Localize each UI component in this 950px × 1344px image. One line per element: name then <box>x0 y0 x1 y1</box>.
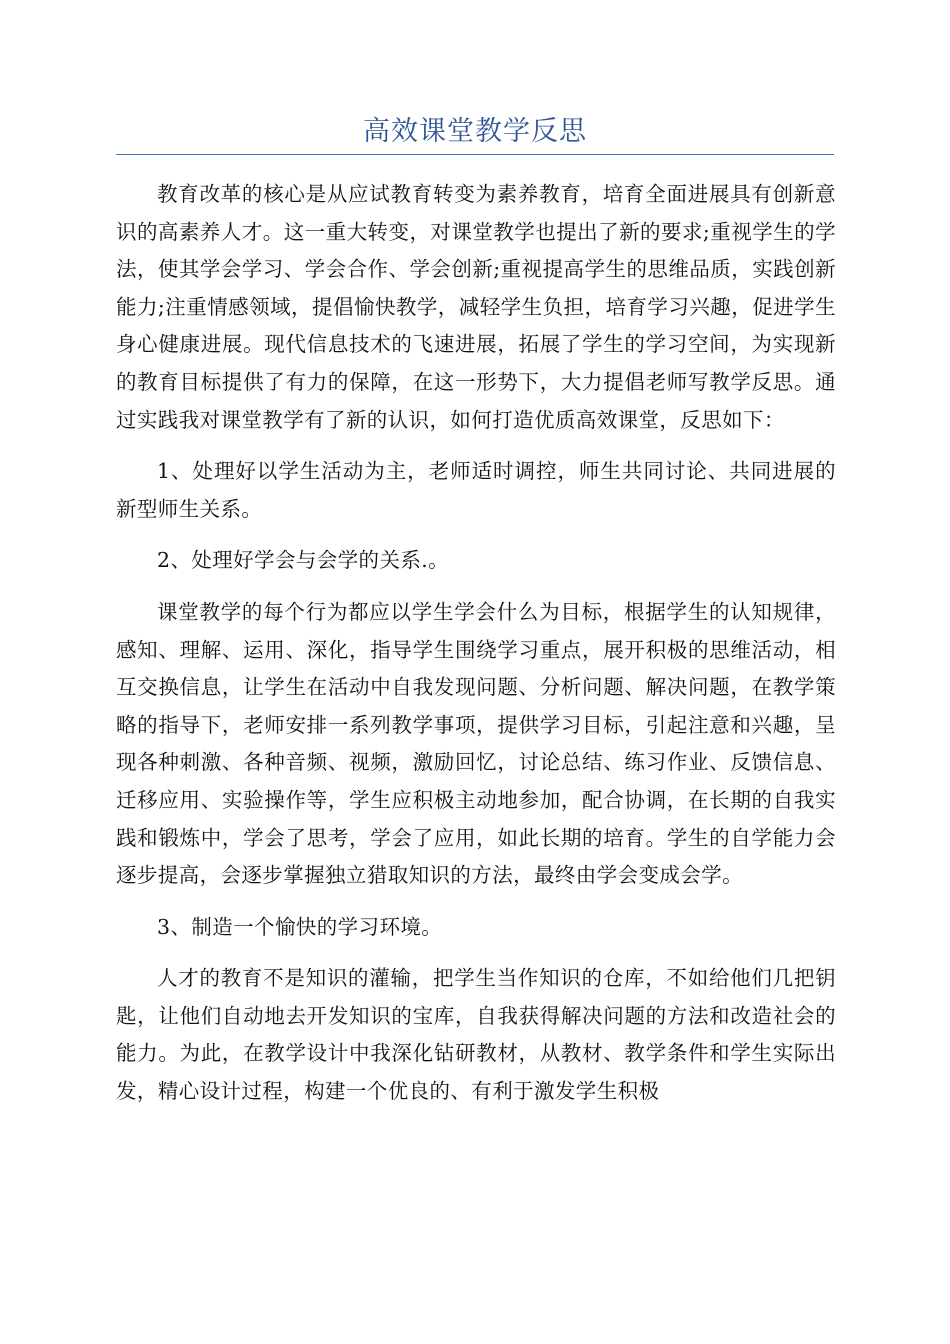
paragraph-point-1: 1、处理好以学生活动为主，老师适时调控，师生共同讨论、共同进展的新型师生关系。 <box>116 459 836 521</box>
document-title: 高效课堂教学反思 <box>363 116 587 147</box>
paragraph-point-2-detail: 课堂教学的每个行为都应以学生学会什么为目标，根据学生的认知规律，感知、理解、运用、深化，指导学生围绕学习重点，展开积极的思维活动，相互交换信息，让学生在活动中自我发现问题、分析问题、解决问题，在教学策略的指导下，老师安排一系列教学事项，提供学习目标，引起注意和兴趣，呈现各种刺激、各种音频、视频，激励回忆，讨论总结、练习作业、反馈信息、迁移应用、实验操作等，学生应积极主动地参加，配合协调，在长期的自我实践和锻炼中，学会了思考，学会了应用，如此长期的培育。学生的自学能力会逐步提高，会逐步掌握独立猎取知识的方法，最终由学会变成会学。 <box>116 599 836 888</box>
paragraph-point-3-detail: 人才的教育不是知识的灌输，把学生当作知识的仓库，不如给他们几把钥匙，让他们自动地去开发知识的宝库，自我获得解决问题的方法和改造社会的能力。为此，在教学设计中我深化钻研教材，从教材、教学条件和学生实际出发，精心设计过程，构建一个优良的、有利于激发学生积极 <box>116 966 836 1104</box>
title-underline <box>116 154 834 155</box>
document-body <box>116 176 836 1125</box>
paragraph-point-3: 3、制造一个愉快的学习环境。 <box>157 914 443 939</box>
paragraph-intro: 教育改革的核心是从应试教育转变为素养教育，培育全面进展具有创新意识的高素养人才。这一重大转变，对课堂教学也提出了新的要求;重视学生的学法，使其学会学习、学会合作、学会创新;重视提高学生的思维品质，实践创新能力;注重情感领域，提倡愉快教学，减轻学生负担，培育学习兴趣，促进学生身心健康进展。现代信息技术的飞速进展，拓展了学生的学习空间，为实现新的教育目标提供了有力的保障，在这一形势下，大力提倡老师写教学反思。通过实践我对课堂教学有了新的认识，如何打造优质高效课堂，反思如下： <box>116 182 836 432</box>
paragraph-point-2: 2、处理好学会与会学的关系.。 <box>157 548 450 573</box>
